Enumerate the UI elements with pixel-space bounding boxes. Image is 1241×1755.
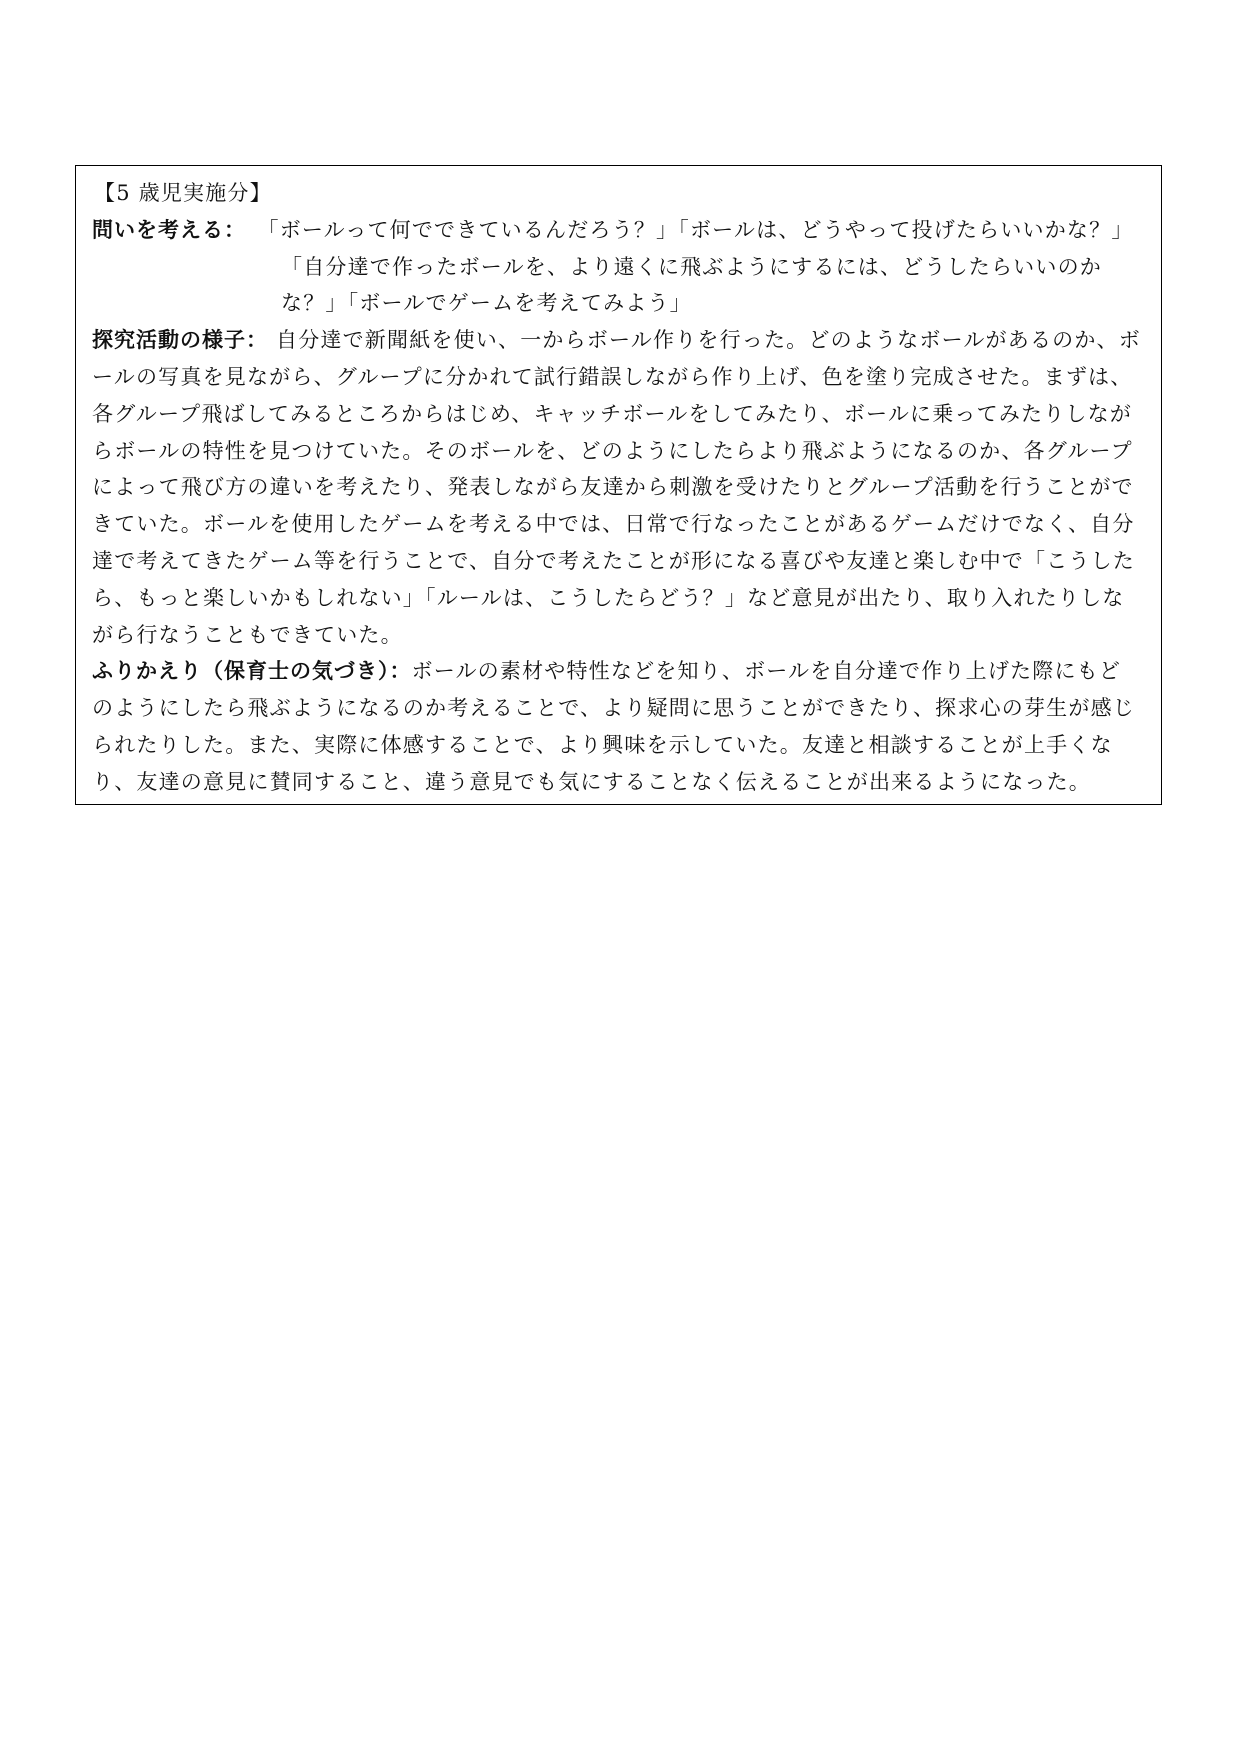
reflection-line-3: られたりした。また、実際に体感することで、より興味を示していた。友達と相談することが上手くな bbox=[92, 732, 1113, 757]
activity-line-7: 達で考えてきたゲーム等を行うことで、自分で考えたことが形になる喜びや友達と楽しむ中で「こうした bbox=[92, 548, 1135, 573]
activity-line-9: がら行なうこともできていた。 bbox=[92, 622, 403, 647]
questions-text: 「ボールって何でできているんだろう？」「ボールは、どうやって投げたらいいかな？」 bbox=[268, 217, 1134, 242]
activity-line-1 bbox=[92, 322, 1147, 359]
questions-line-3: な？」「ボールでゲームを考えてみよう」 bbox=[281, 291, 692, 316]
questions-label: 問いを考える： bbox=[92, 217, 246, 242]
report-box bbox=[75, 165, 1162, 805]
reflection-line-2: のようにしたら飛ぶようになるのか考えることで、より疑問に思うことができたり、探求心の芽生が感じ bbox=[92, 696, 1135, 721]
activity-line-6: きていた。ボールを使用したゲームを考える中では、日常で行なったことがあるゲームだけでなく、自分 bbox=[92, 512, 1135, 537]
reflection-line-1 bbox=[92, 653, 1147, 690]
activity-line-8: ら、もっと楽しいかもしれない」「ルールは、こうしたらどう？」など意見が出たり、取り入れたりしな bbox=[92, 585, 1125, 610]
reflection-text: ボールの素材や特性などを知り、ボールを自分達で作り上げた際にもど bbox=[411, 659, 1122, 684]
activity-line-4: らボールの特性を見つけていた。そのボールを、どのようにしたらより飛ぶようになるのか、各グループ bbox=[92, 438, 1133, 463]
activity-line-5: によって飛び方の違いを考えたり、発表しながら友達から刺激を受けたりとグループ活動を行うことがで bbox=[92, 475, 1134, 500]
questions-line-1 bbox=[92, 212, 1147, 249]
reflection-line-4: り、友達の意見に賛同すること、違う意見でも気にすることなく伝えることが出来るようになった。 bbox=[92, 769, 1091, 794]
activity-line-3: 各グループ飛ばしてみるところからはじめ、キャッチボールをしてみたり、ボールに乗ってみたりしなが bbox=[92, 401, 1133, 426]
activity-label: 探究活動の様子： bbox=[92, 328, 268, 353]
activity-line-2: ールの写真を見ながら、グループに分かれて試行錯誤しながら作り上げ、色を塗り完成させた。まずは、 bbox=[92, 364, 1133, 389]
reflection-label: ふりかえり（保育士の気づき）： bbox=[92, 659, 412, 684]
activity-text: 自分達で新聞紙を使い、一からボール作りを行った。どのようなボールがあるのか、ボ bbox=[276, 328, 1141, 353]
questions-line-2: 「自分達で作ったボールを、より遠くに飛ぶようにするには、どうしたらいいのか bbox=[281, 254, 1102, 279]
section-title: 【5 歳児実施分】 bbox=[94, 181, 272, 205]
